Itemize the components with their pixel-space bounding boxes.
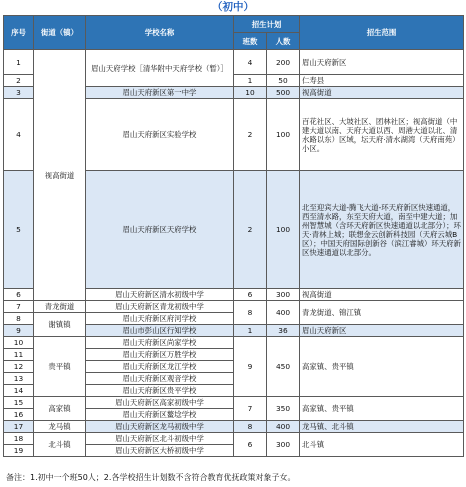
cell-range: 高家镇、贵平镇 — [300, 397, 464, 421]
cell-street-qinglong: 青龙街道 — [34, 301, 86, 313]
cell-school: 眉山天府新区清水初级中学 — [86, 289, 234, 301]
cell-street-gaojia: 高家镇 — [34, 397, 86, 421]
cell-no: 8 — [4, 313, 34, 325]
cell-classes: 8 — [234, 301, 267, 325]
header-school: 学校名称 — [86, 16, 234, 50]
cell-no: 6 — [4, 289, 34, 301]
cell-people: 400 — [267, 421, 300, 433]
header-people: 人数 — [267, 33, 300, 50]
cell-school: 眉山天府新区万胜学校 — [86, 349, 234, 361]
cell-range: 北至迎宾大道-腾飞大道-环天府新区快速通道，西至清水路，东至天府大道，南至中建大道；加州智慧城（含环天府新区快速通道以北部分）；环天·青林上城；联想金云创新科技园（天府云城B区）；中国天府国际创新谷（滨江睿城）环天府新区快速通道以北部分。 — [300, 171, 464, 289]
cell-no: 7 — [4, 301, 34, 313]
cell-no: 13 — [4, 373, 34, 385]
cell-people: 200 — [267, 50, 300, 75]
cell-classes: 10 — [234, 87, 267, 99]
cell-no: 4 — [4, 99, 34, 171]
cell-range: 视高街道 — [300, 87, 464, 99]
cell-no: 5 — [4, 171, 34, 289]
header-street: 街道（镇） — [34, 16, 86, 50]
cell-classes: 4 — [234, 50, 267, 75]
cell-no: 18 — [4, 433, 34, 445]
cell-people: 300 — [267, 289, 300, 301]
cell-no: 10 — [4, 337, 34, 349]
cell-no: 3 — [4, 87, 34, 99]
cell-school: 眉山市彭山区行知学校 — [86, 325, 234, 337]
cell-classes: 9 — [234, 337, 267, 397]
cell-classes: 1 — [234, 325, 267, 337]
header-no: 序号 — [4, 16, 34, 50]
cell-school: 眉山天府新区贵平学校 — [86, 385, 234, 397]
footnote: 备注：1.初中一个班50人；2.各学校招生计划数不含符合教育优抚政策对象子女。 — [6, 473, 296, 482]
cell-no: 19 — [4, 445, 34, 457]
cell-people: 100 — [267, 99, 300, 171]
cell-school: 眉山天府新区北斗初级中学 — [86, 433, 234, 445]
cell-range: 仁寿县 — [300, 75, 464, 87]
cell-no: 9 — [4, 325, 34, 337]
cell-classes: 8 — [234, 421, 267, 433]
cell-classes: 2 — [234, 99, 267, 171]
cell-people: 300 — [267, 433, 300, 457]
table-row — [4, 50, 464, 75]
cell-classes: 6 — [234, 433, 267, 457]
table-row — [4, 433, 464, 445]
cell-range: 龙马镇、北斗镇 — [300, 421, 464, 433]
header-classes: 班数 — [234, 33, 267, 50]
cell-school: 眉山天府新区观音学校 — [86, 373, 234, 385]
cell-range: 高家镇、贵平镇 — [300, 337, 464, 397]
cell-people: 500 — [267, 87, 300, 99]
cell-street-xiezhen: 谢镇镇 — [34, 313, 86, 337]
cell-school: 眉山天府新区青龙初级中学 — [86, 301, 234, 313]
cell-school: 眉山天府新区实验学校 — [86, 99, 234, 171]
table-row — [4, 421, 464, 433]
cell-no: 2 — [4, 75, 34, 87]
cell-range: 百花社区、大坡社区、团林社区；视高街道（中建大道以南、天府大道以西、周港大道以北、清水路以东）区域，坛天府·清水湖湾（天府南苑）小区。 — [300, 99, 464, 171]
cell-classes: 7 — [234, 397, 267, 421]
cell-school: 眉山天府新区大桥初级中学 — [86, 445, 234, 457]
cell-people: 350 — [267, 397, 300, 421]
header-row — [4, 16, 464, 33]
cell-no: 14 — [4, 385, 34, 397]
header-plan: 招生计划 — [234, 16, 300, 33]
cell-people: 50 — [267, 75, 300, 87]
enrollment-table — [3, 15, 464, 457]
cell-school: 眉山天府新区天府学校 — [86, 171, 234, 289]
cell-no: 16 — [4, 409, 34, 421]
cell-school: 眉山天府学校［清华附中天府学校（暂）］ — [86, 50, 234, 87]
cell-school: 眉山天府新区高家初级中学 — [86, 397, 234, 409]
table-row — [4, 397, 464, 409]
cell-range: 青龙街道、锦江镇 — [300, 301, 464, 325]
cell-street-beidou: 北斗镇 — [34, 433, 86, 457]
cell-no: 15 — [4, 397, 34, 409]
cell-street-shigao: 视高街道 — [34, 50, 86, 301]
table-row — [4, 301, 464, 313]
cell-school: 眉山天府新区龙江学校 — [86, 361, 234, 373]
cell-range: 眉山天府新区 — [300, 325, 464, 337]
cell-school: 眉山天府新区鳌埝学校 — [86, 409, 234, 421]
cell-people: 450 — [267, 337, 300, 397]
cell-classes: 2 — [234, 171, 267, 289]
cell-classes: 6 — [234, 289, 267, 301]
table-title: （初中） — [212, 1, 254, 13]
cell-street-guiping: 贵平镇 — [34, 337, 86, 397]
cell-no: 11 — [4, 349, 34, 361]
cell-school: 眉山天府新区府河学校 — [86, 313, 234, 325]
cell-people: 100 — [267, 171, 300, 289]
cell-street-longma: 龙马镇 — [34, 421, 86, 433]
cell-school: 眉山天府新区龙马初级中学 — [86, 421, 234, 433]
cell-range: 北斗镇 — [300, 433, 464, 457]
cell-no: 17 — [4, 421, 34, 433]
cell-people: 400 — [267, 301, 300, 325]
cell-school: 眉山天府新区第一中学 — [86, 87, 234, 99]
cell-people: 36 — [267, 325, 300, 337]
cell-no: 1 — [4, 50, 34, 75]
cell-classes: 1 — [234, 75, 267, 87]
header-range: 招生范围 — [300, 16, 464, 50]
cell-no: 12 — [4, 361, 34, 373]
cell-range: 视高街道 — [300, 289, 464, 301]
cell-school: 眉山天府新区尚家学校 — [86, 337, 234, 349]
table-row — [4, 337, 464, 349]
cell-range: 眉山天府新区 — [300, 50, 464, 75]
